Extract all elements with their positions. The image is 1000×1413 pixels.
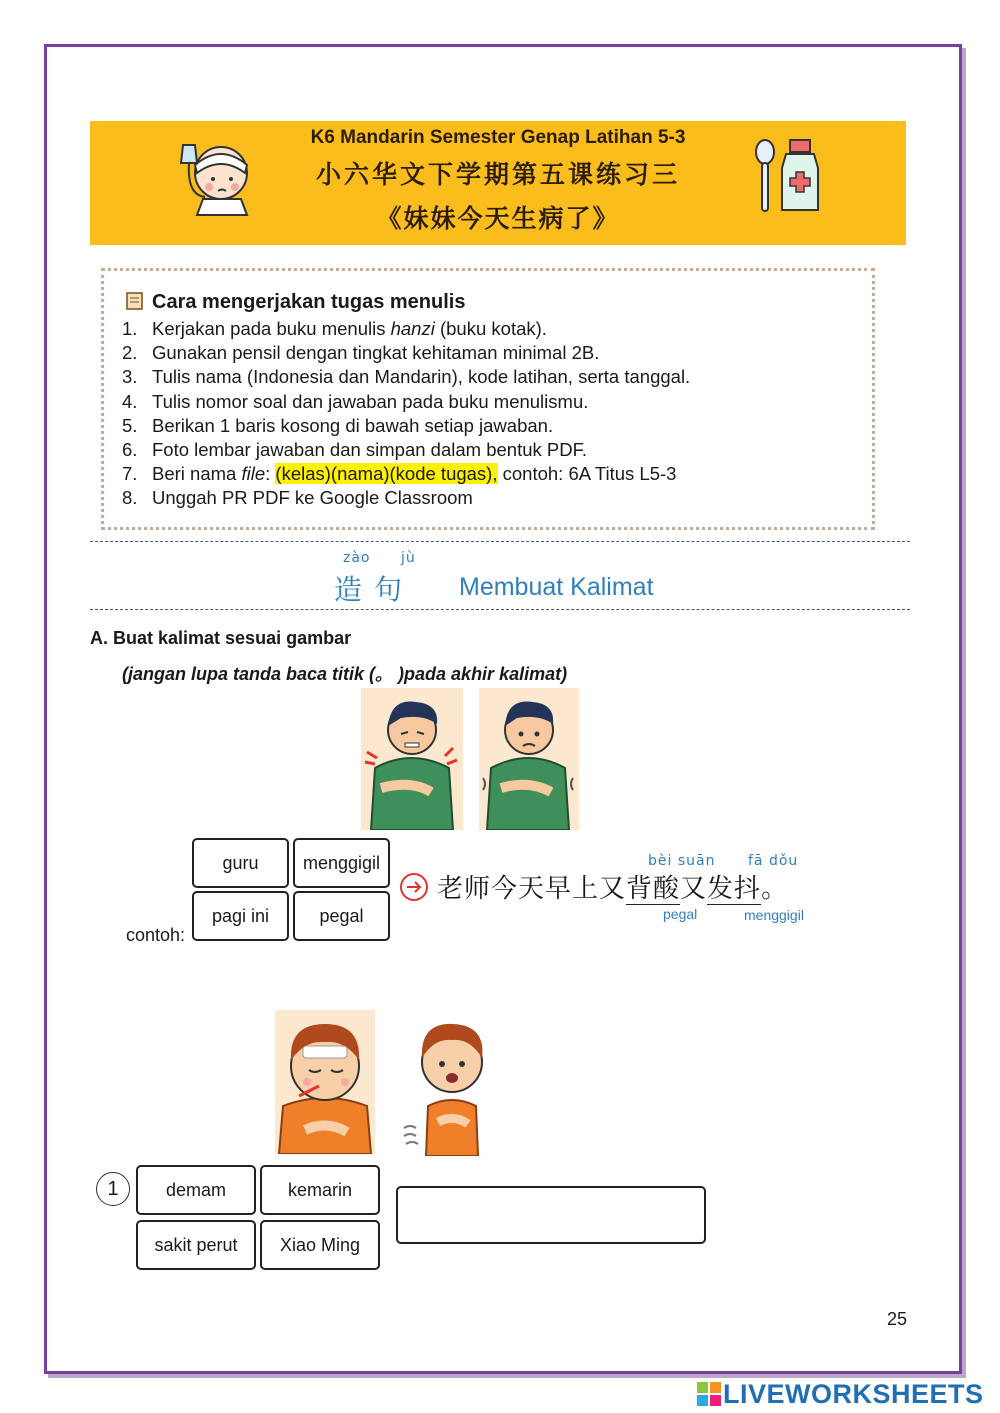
liveworksheets-watermark: LIVEWORKSHEETS [697, 1379, 984, 1410]
question-word-box: kemarin [260, 1165, 380, 1215]
section-a-note: (jangan lupa tanda baca titik (。 )pada akhir kalimat) [122, 664, 568, 684]
arrow-right-icon [399, 872, 429, 902]
section-title-label: Membuat Kalimat [459, 573, 654, 601]
example-word-box: menggigil [293, 838, 390, 888]
pinyin-word2: fā dǒu [748, 853, 799, 869]
scroll-icon [124, 291, 146, 311]
man-sore-illustration [361, 688, 463, 830]
question-word-box: Xiao Ming [260, 1220, 380, 1270]
gloss-word2: menggigil [744, 907, 804, 923]
example-word-box: pegal [293, 891, 390, 941]
boy-stomachache-illustration [402, 1010, 492, 1156]
highlighted-format: (kelas)(nama)(kode tugas), [275, 463, 498, 485]
list-item: 1. Kerjakan pada buku menulis hanzi (buku kotak). [122, 318, 547, 339]
list-item: 3. Tulis nama (Indonesia dan Mandarin), kode latihan, serta tanggal. [122, 366, 691, 388]
gloss-word1: pegal [663, 906, 698, 922]
liveworksheets-logo-icon [697, 1382, 721, 1406]
section-title-chinese: 造句 [334, 573, 415, 606]
boy-fever-illustration [275, 1010, 375, 1154]
pinyin-zao: zào [343, 550, 371, 566]
list-item: 6. Foto lembar jawaban dan simpan dalam bentuk PDF. [122, 439, 587, 461]
banner-title-chinese: 小六华文下学期第五课练习三 [315, 160, 680, 189]
list-item: 2. Gunakan pensil dengan tingkat kehitaman minimal 2B. [122, 342, 600, 364]
question-number: 1 [96, 1172, 130, 1206]
list-item: 7. Beri nama file: (kelas)(nama)(kode tugas), contoh: 6A Titus L5-3 [122, 463, 677, 485]
example-word-box: guru [192, 838, 289, 888]
section-a-title: A. Buat kalimat sesuai gambar [90, 628, 352, 648]
example-word-box: pagi ini [192, 891, 289, 941]
medicine-icon [752, 136, 822, 216]
question-word-box: sakit perut [136, 1220, 256, 1270]
banner-title-latin: K6 Mandarin Semester Genap Latihan 5-3 [310, 127, 686, 148]
question-word-box: demam [136, 1165, 256, 1215]
divider-top [90, 541, 910, 542]
instructions-box [101, 268, 875, 530]
pinyin-word1: bèi suān [648, 853, 716, 869]
page-number: 25 [887, 1309, 908, 1329]
banner-lesson-title: 《妹妹今天生病了》 [376, 204, 620, 233]
man-shivering-illustration [479, 688, 579, 830]
instructions-heading-text: Cara mengerjakan tugas menulis [152, 291, 466, 313]
pinyin-ju: jù [401, 550, 416, 566]
example-sentence: 老师今天早上又背酸又发抖。 [437, 874, 789, 904]
instructions-list [122, 317, 690, 511]
example-label: contoh: [126, 925, 186, 945]
list-item: 4. Tulis nomor soal dan jawaban pada buku menulismu. [122, 390, 589, 412]
list-item: 5. Berikan 1 baris kosong di bawah setiap jawaban. [122, 414, 554, 436]
list-item: 8. Unggah PR PDF ke Google Classroom [122, 487, 473, 509]
instructions-heading [124, 291, 465, 314]
divider-bottom [90, 609, 910, 610]
answer-input[interactable] [396, 1186, 706, 1244]
sick-child-icon [175, 135, 255, 217]
